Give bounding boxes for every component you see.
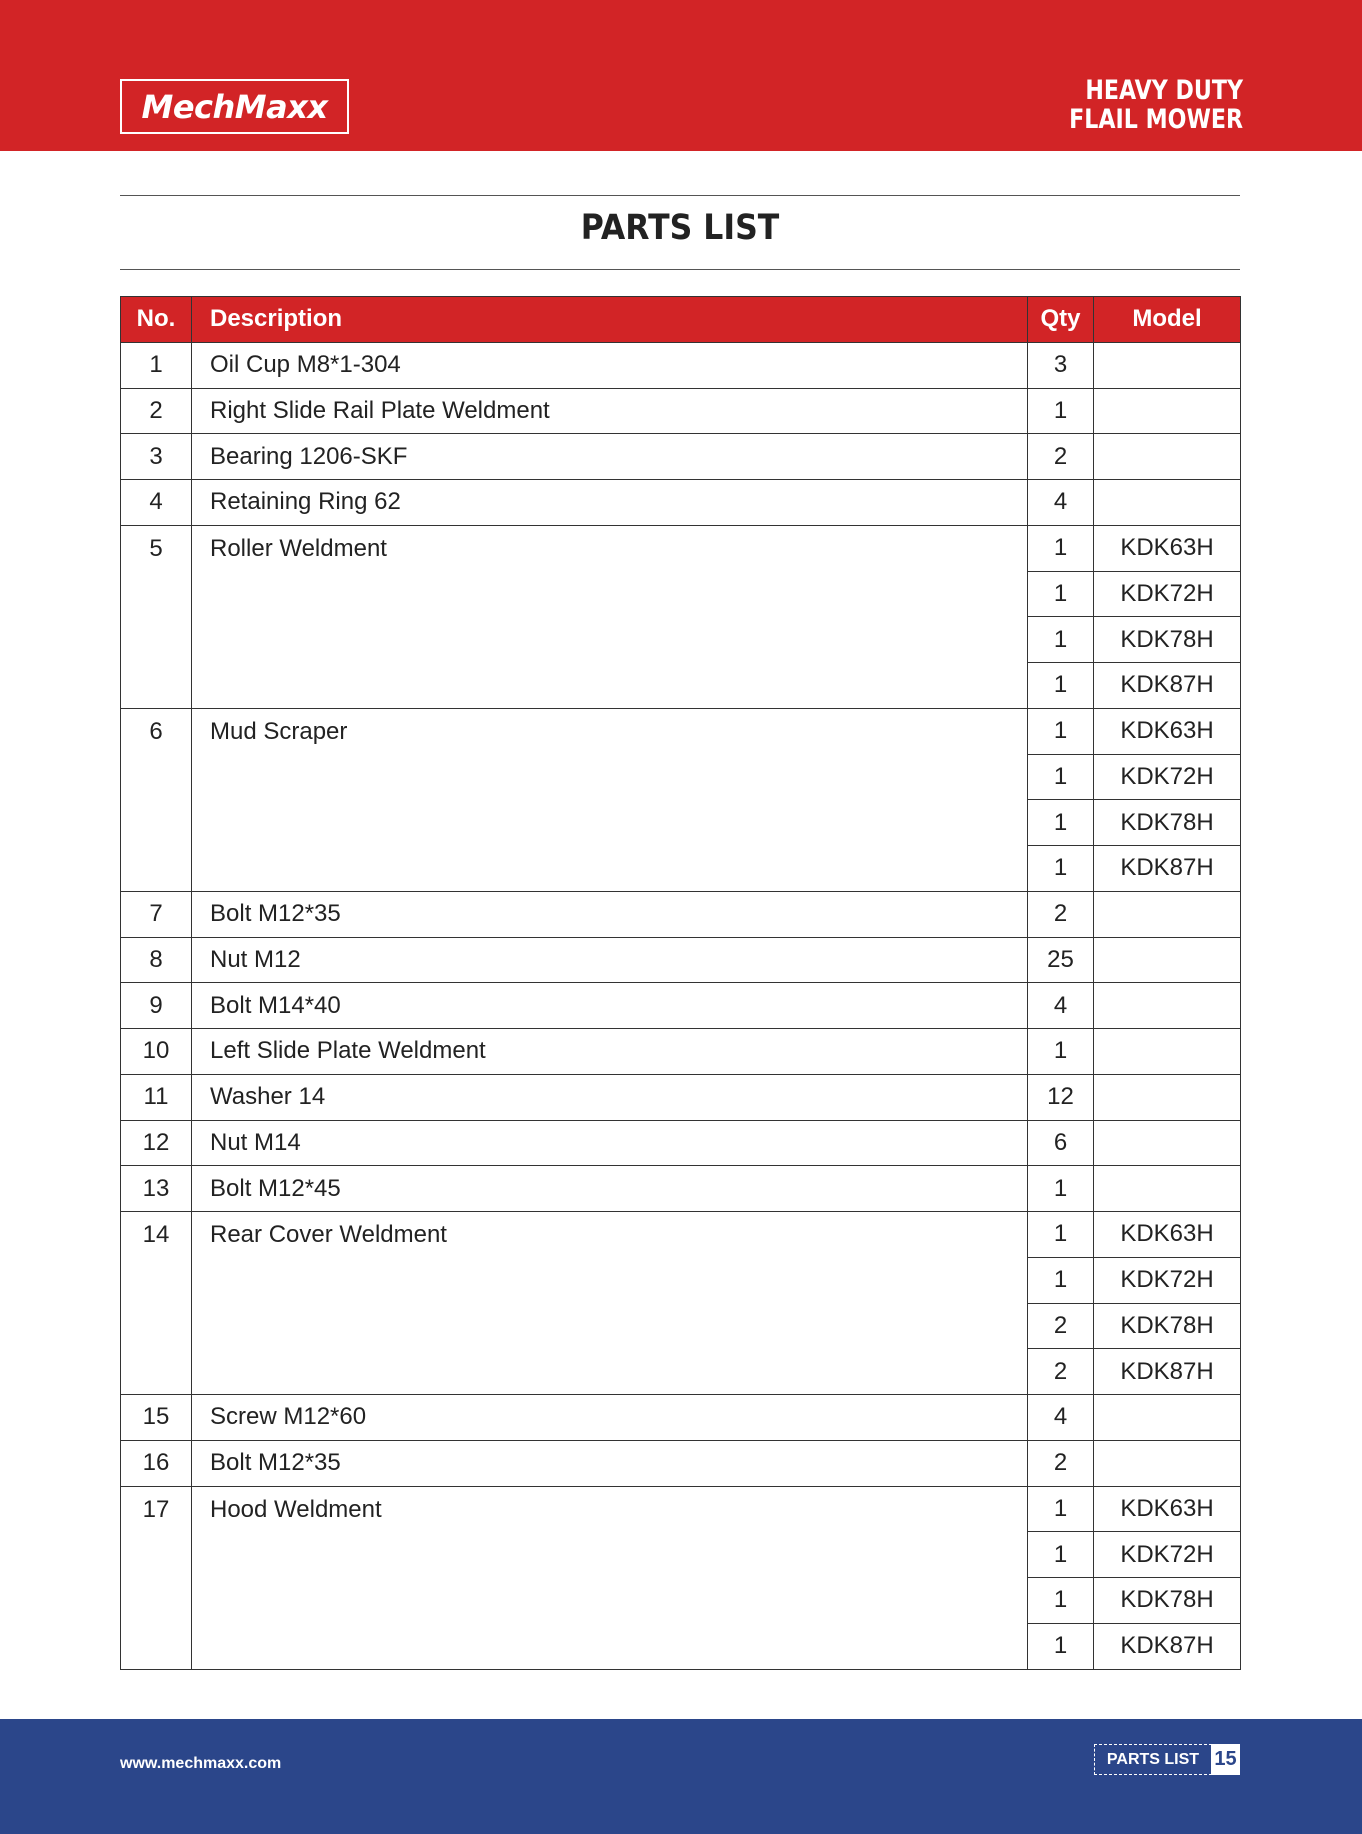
part-model-cell (1094, 937, 1241, 983)
table-row (121, 1486, 1241, 1532)
table-row (121, 891, 1241, 937)
part-model-cell: KDK78H (1094, 800, 1241, 846)
part-model-cell: KDK87H (1094, 663, 1241, 709)
part-qty-cell: 1 (1028, 617, 1094, 663)
part-description-cell: Right Slide Rail Plate Weldment (192, 388, 1028, 434)
part-description-cell: Rear Cover Weldment (192, 1212, 1028, 1395)
part-qty-cell: 1 (1028, 708, 1094, 754)
page-number: 15 (1211, 1744, 1240, 1775)
part-model-cell (1094, 983, 1241, 1029)
part-model-cell: KDK63H (1094, 525, 1241, 571)
part-number-cell: 3 (121, 434, 192, 480)
column-header-description: Description (192, 297, 1028, 343)
part-qty-cell: 2 (1028, 1349, 1094, 1395)
part-qty-cell: 6 (1028, 1120, 1094, 1166)
footer-section-label: PARTS LIST (1094, 1744, 1212, 1775)
product-name (1031, 76, 1243, 134)
part-qty-cell: 2 (1028, 891, 1094, 937)
part-qty-cell: 3 (1028, 342, 1094, 388)
table-row (121, 708, 1241, 754)
part-model-cell: KDK87H (1094, 1623, 1241, 1669)
part-model-cell (1094, 1440, 1241, 1486)
brand-logo (120, 79, 349, 134)
part-description-cell: Screw M12*60 (192, 1395, 1028, 1441)
part-model-cell: KDK63H (1094, 1486, 1241, 1532)
part-qty-cell: 2 (1028, 434, 1094, 480)
part-description-cell: Roller Weldment (192, 525, 1028, 708)
product-name-line-2: FLAIL MOWER (1069, 104, 1243, 135)
part-number-cell: 5 (121, 525, 192, 708)
part-model-cell (1094, 434, 1241, 480)
part-number-cell: 1 (121, 342, 192, 388)
table-row (121, 480, 1241, 526)
part-qty-cell: 2 (1028, 1440, 1094, 1486)
website-url: www.mechmaxx.com (120, 1755, 282, 1772)
page-footer (0, 1719, 1362, 1834)
part-description-cell: Bearing 1206-SKF (192, 434, 1028, 480)
part-qty-cell: 1 (1028, 846, 1094, 892)
table-row (121, 342, 1241, 388)
table-row (121, 434, 1241, 480)
part-qty-cell: 1 (1028, 800, 1094, 846)
table-row (121, 388, 1241, 434)
part-qty-cell: 1 (1028, 663, 1094, 709)
part-model-cell (1094, 1120, 1241, 1166)
part-qty-cell: 1 (1028, 1486, 1094, 1532)
part-number-cell: 7 (121, 891, 192, 937)
part-number-cell: 8 (121, 937, 192, 983)
part-model-cell: KDK63H (1094, 708, 1241, 754)
part-model-cell: KDK72H (1094, 754, 1241, 800)
part-model-cell: KDK72H (1094, 1532, 1241, 1578)
part-number-cell: 10 (121, 1029, 192, 1075)
column-header-qty: Qty (1028, 297, 1094, 343)
column-header-model: Model (1094, 297, 1241, 343)
part-qty-cell: 1 (1028, 1257, 1094, 1303)
part-qty-cell: 1 (1028, 1029, 1094, 1075)
part-qty-cell: 1 (1028, 1623, 1094, 1669)
parts-table-header (121, 297, 1241, 343)
part-qty-cell: 4 (1028, 983, 1094, 1029)
part-qty-cell: 1 (1028, 1212, 1094, 1258)
part-qty-cell: 25 (1028, 937, 1094, 983)
part-model-cell (1094, 891, 1241, 937)
part-qty-cell: 4 (1028, 1395, 1094, 1441)
part-description-cell: Retaining Ring 62 (192, 480, 1028, 526)
part-model-cell (1094, 1395, 1241, 1441)
part-number-cell: 17 (121, 1486, 192, 1669)
part-number-cell: 15 (121, 1395, 192, 1441)
part-description-cell: Bolt M14*40 (192, 983, 1028, 1029)
part-model-cell: KDK72H (1094, 1257, 1241, 1303)
table-row (121, 937, 1241, 983)
part-model-cell: KDK78H (1094, 1303, 1241, 1349)
table-row (121, 1029, 1241, 1075)
table-row (121, 1074, 1241, 1120)
part-qty-cell: 1 (1028, 1578, 1094, 1624)
part-description-cell: Bolt M12*35 (192, 891, 1028, 937)
part-model-cell: KDK78H (1094, 617, 1241, 663)
table-row (121, 1395, 1241, 1441)
part-number-cell: 9 (121, 983, 192, 1029)
part-model-cell: KDK87H (1094, 846, 1241, 892)
part-model-cell (1094, 1166, 1241, 1212)
part-description-cell: Left Slide Plate Weldment (192, 1029, 1028, 1075)
part-qty-cell: 2 (1028, 1303, 1094, 1349)
table-row (121, 1120, 1241, 1166)
page-header (0, 0, 1362, 151)
part-number-cell: 13 (121, 1166, 192, 1212)
part-qty-cell: 12 (1028, 1074, 1094, 1120)
part-qty-cell: 4 (1028, 480, 1094, 526)
parts-table (120, 296, 1241, 1670)
part-model-cell: KDK78H (1094, 1578, 1241, 1624)
part-qty-cell: 1 (1028, 1532, 1094, 1578)
part-model-cell (1094, 342, 1241, 388)
table-row (121, 1166, 1241, 1212)
part-description-cell: Bolt M12*45 (192, 1166, 1028, 1212)
title-rule-bottom (120, 269, 1240, 270)
part-model-cell: KDK87H (1094, 1349, 1241, 1395)
part-description-cell: Bolt M12*35 (192, 1440, 1028, 1486)
part-qty-cell: 1 (1028, 525, 1094, 571)
part-model-cell: KDK72H (1094, 571, 1241, 617)
column-header-no: No. (121, 297, 192, 343)
part-number-cell: 6 (121, 708, 192, 891)
parts-table-body (121, 342, 1241, 1669)
part-description-cell: Hood Weldment (192, 1486, 1028, 1669)
part-number-cell: 2 (121, 388, 192, 434)
title-rule-top (120, 195, 1240, 196)
part-description-cell: Washer 14 (192, 1074, 1028, 1120)
part-number-cell: 16 (121, 1440, 192, 1486)
part-model-cell (1094, 480, 1241, 526)
part-number-cell: 11 (121, 1074, 192, 1120)
part-description-cell: Mud Scraper (192, 708, 1028, 891)
part-number-cell: 14 (121, 1212, 192, 1395)
part-model-cell (1094, 388, 1241, 434)
table-row (121, 525, 1241, 571)
product-name-line-1: HEAVY DUTY (1085, 75, 1243, 106)
part-model-cell (1094, 1074, 1241, 1120)
part-qty-cell: 1 (1028, 1166, 1094, 1212)
part-qty-cell: 1 (1028, 571, 1094, 617)
part-qty-cell: 1 (1028, 388, 1094, 434)
part-description-cell: Nut M14 (192, 1120, 1028, 1166)
part-number-cell: 12 (121, 1120, 192, 1166)
part-number-cell: 4 (121, 480, 192, 526)
brand-logo-text: MechMaxx (141, 87, 328, 126)
table-row (121, 983, 1241, 1029)
part-description-cell: Nut M12 (192, 937, 1028, 983)
table-row (121, 1212, 1241, 1258)
table-row (121, 1440, 1241, 1486)
part-model-cell (1094, 1029, 1241, 1075)
part-qty-cell: 1 (1028, 754, 1094, 800)
part-description-cell: Oil Cup M8*1-304 (192, 342, 1028, 388)
part-model-cell: KDK63H (1094, 1212, 1241, 1258)
page-title: PARTS LIST (580, 208, 780, 248)
